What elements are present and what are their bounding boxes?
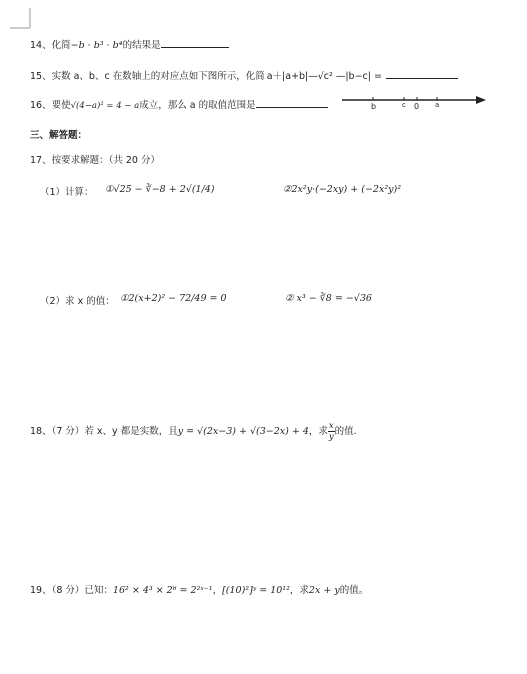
q17-part2-expression-b: ② x³ − ∛8 = −√36 bbox=[285, 293, 372, 304]
q17-part2-label: （2）求 x 的值： bbox=[40, 296, 115, 307]
q17-part2-expression-a: ①2(x+2)² − 72/49 = 0 bbox=[120, 293, 227, 304]
math-expression: √(4−a)² = 4 − a bbox=[70, 101, 140, 111]
question-text: （8 分）已知： bbox=[51, 585, 113, 596]
math-expression-2: [(10)²]ʸ = 10¹² bbox=[222, 585, 290, 596]
section-title: 三、解答题： bbox=[30, 130, 88, 141]
question-17 bbox=[30, 152, 160, 166]
question-number: 14、 bbox=[30, 40, 52, 51]
question-15 bbox=[30, 68, 458, 82]
question-number: 17、 bbox=[30, 155, 52, 166]
q17-part1-expression-b: ②2x²y·(−2xy) + (−2x²y)² bbox=[283, 184, 402, 195]
fraction-denominator: y bbox=[328, 432, 334, 442]
number-line-label-0: 0 bbox=[414, 102, 420, 111]
math-expression-1: 16² × 4³ × 2⁶ = 2²ˣ⁻¹ bbox=[112, 585, 213, 596]
answer-blank[interactable] bbox=[256, 97, 328, 108]
number-line-arrow bbox=[476, 96, 486, 104]
question-suffix: 的结果是 bbox=[122, 40, 161, 51]
math-expression: a＋|a+b|—√c² —|b−c| = bbox=[266, 71, 382, 82]
question-19 bbox=[30, 582, 368, 596]
question-suffix: 成立，那么 a 的取值范围是 bbox=[139, 100, 256, 111]
question-suffix: ，求 bbox=[308, 426, 328, 437]
question-14 bbox=[30, 37, 229, 51]
corner-crop-mark bbox=[10, 8, 34, 32]
question-prefix: 要使 bbox=[51, 100, 71, 111]
question-text: 按要求解题：（共 20 分） bbox=[51, 155, 160, 166]
question-text: （7 分）若 x、y 都是实数，且 bbox=[51, 426, 178, 437]
q17-part1-expression-a: ①√25 − ∛−8 + 2√(1/4) bbox=[105, 184, 215, 195]
question-18 bbox=[30, 421, 357, 442]
math-expression: −b · b³ · b⁴ bbox=[70, 40, 123, 51]
q17-part1-label: （1）计算： bbox=[40, 187, 94, 198]
answer-blank[interactable] bbox=[386, 68, 458, 79]
question-number: 18、 bbox=[30, 426, 52, 437]
question-text: 实数 a、b、c 在数轴上的对应点如下图所示，化简 bbox=[51, 71, 265, 82]
question-number: 19、 bbox=[30, 585, 52, 596]
answer-blank[interactable] bbox=[161, 37, 229, 48]
question-end: 的值. bbox=[334, 426, 357, 437]
fraction-x-over-y bbox=[328, 421, 335, 442]
separator: ， bbox=[212, 585, 223, 596]
question-end: 的值。 bbox=[339, 585, 369, 596]
question-text: 化简 bbox=[51, 40, 71, 51]
question-number: 15、 bbox=[30, 71, 52, 82]
question-suffix: ，求 bbox=[289, 585, 309, 596]
math-expression-3: 2x + y bbox=[308, 585, 340, 596]
question-16 bbox=[30, 97, 328, 111]
question-number: 16、 bbox=[30, 100, 52, 111]
number-line-label-c: c bbox=[402, 101, 406, 109]
fraction-numerator: x bbox=[328, 421, 334, 431]
number-line-label-b: b bbox=[371, 102, 377, 111]
math-expression: y = √(2x−3) + √(3−2x) + 4 bbox=[177, 426, 309, 437]
number-line-label-a: a bbox=[435, 101, 440, 109]
